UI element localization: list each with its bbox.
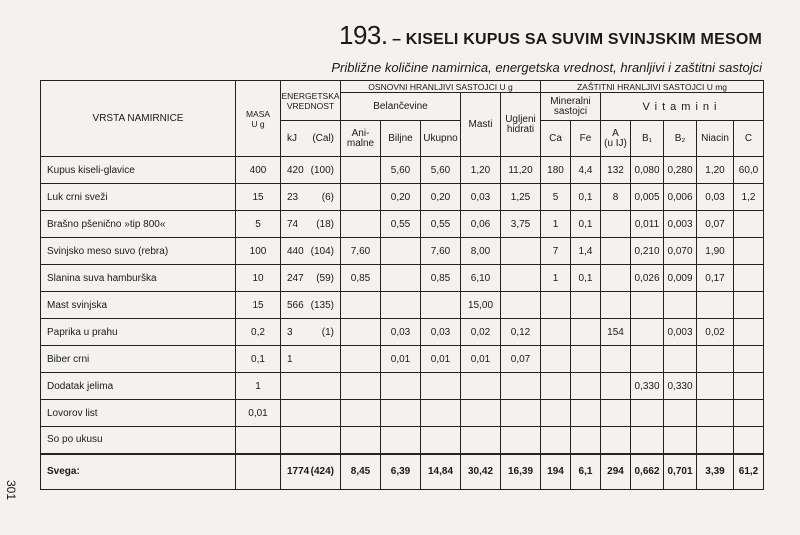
- total-row: [41, 454, 764, 490]
- cal-header: (Cal): [312, 132, 334, 144]
- cell-ani: [341, 157, 381, 184]
- cell-b2: 0,003: [664, 211, 697, 238]
- cell-nia: [697, 292, 734, 319]
- cell-energy: [281, 184, 341, 211]
- cell-name: Lovorov list: [41, 400, 236, 427]
- cell-name: Biber crni: [41, 346, 236, 373]
- osnovni-header: OSNOVNI HRANLJIVI SASTOJCI U g: [341, 81, 541, 93]
- cell-b2: [664, 427, 697, 454]
- cell-bilj: [381, 292, 421, 319]
- cell-uk: 0,03: [421, 319, 461, 346]
- cell-name: Dodatak jelima: [41, 373, 236, 400]
- cell-name: Mast svinjska: [41, 292, 236, 319]
- cell-ca: 5: [541, 184, 571, 211]
- cell-nia: 0,03: [697, 184, 734, 211]
- table-row: [41, 184, 764, 211]
- cell-a: 154: [601, 319, 631, 346]
- vit-c-header: C: [734, 121, 764, 157]
- cell-name: Paprika u prahu: [41, 319, 236, 346]
- cell-b2: 0,003: [664, 319, 697, 346]
- cell-energy: [281, 238, 341, 265]
- cell-c: [734, 211, 764, 238]
- cell-ca: [541, 319, 571, 346]
- cell-cal: (1): [321, 326, 334, 338]
- cell-ugh: [501, 400, 541, 427]
- cell-fe: [571, 427, 601, 454]
- cell-ugh: 16,39: [501, 454, 541, 490]
- cell-b2: 0,070: [664, 238, 697, 265]
- cell-c: [734, 292, 764, 319]
- cell-c: 61,2: [734, 454, 764, 490]
- cell-ani: 8,45: [341, 454, 381, 490]
- cell-c: [734, 346, 764, 373]
- cell-bilj: 0,20: [381, 184, 421, 211]
- cell-b1: 0,330: [631, 373, 664, 400]
- cell-bilj: [381, 427, 421, 454]
- table-row: [41, 346, 764, 373]
- cell-c: [734, 373, 764, 400]
- cell-energy: [281, 292, 341, 319]
- ukupno-header: Ukupno: [421, 121, 461, 157]
- cell-uk: 0,55: [421, 211, 461, 238]
- cell-b2: [664, 292, 697, 319]
- cell-masa: 0,01: [236, 400, 281, 427]
- cell-masa: 15: [236, 184, 281, 211]
- cell-masti: 1,20: [461, 157, 501, 184]
- cell-masa: 10: [236, 265, 281, 292]
- cell-ca: [541, 400, 571, 427]
- cell-ca: [541, 292, 571, 319]
- kj-cal-header: [281, 121, 341, 157]
- cell-ca: 1: [541, 265, 571, 292]
- kj-header: kJ: [287, 132, 297, 144]
- cell-a: [601, 427, 631, 454]
- ca-header: Ca: [541, 121, 571, 157]
- cell-name: Svinjsko meso suvo (rebra): [41, 238, 236, 265]
- cell-b1: 0,080: [631, 157, 664, 184]
- cell-fe: [571, 319, 601, 346]
- cell-masti: [461, 373, 501, 400]
- cell-nia: [697, 346, 734, 373]
- table-row: [41, 238, 764, 265]
- table-row: [41, 400, 764, 427]
- cell-masa: 5: [236, 211, 281, 238]
- cell-ani: [341, 319, 381, 346]
- cell-ani: [341, 346, 381, 373]
- table-row: [41, 373, 764, 400]
- belancevine-header: Belančevine: [341, 93, 461, 121]
- cell-masa: 400: [236, 157, 281, 184]
- cell-fe: [571, 373, 601, 400]
- cell-kj: 1: [287, 353, 293, 365]
- cell-name: Brašno pšenično »tip 800«: [41, 211, 236, 238]
- cell-energy: [281, 211, 341, 238]
- cell-fe: [571, 400, 601, 427]
- cell-a: [601, 211, 631, 238]
- table-row: [41, 211, 764, 238]
- cell-ca: 1: [541, 211, 571, 238]
- cell-uk: 0,01: [421, 346, 461, 373]
- cell-b2: [664, 400, 697, 427]
- cell-masa: [236, 427, 281, 454]
- cell-masti: 0,06: [461, 211, 501, 238]
- cell-fe: 0,1: [571, 211, 601, 238]
- cell-uk: 0,20: [421, 184, 461, 211]
- cell-masti: 0,02: [461, 319, 501, 346]
- cell-b1: [631, 427, 664, 454]
- cell-masa: 15: [236, 292, 281, 319]
- cell-fe: 4,4: [571, 157, 601, 184]
- vit-b2-header: B₂: [664, 121, 697, 157]
- cell-masa: 1: [236, 373, 281, 400]
- cell-ugh: 1,25: [501, 184, 541, 211]
- cell-name: Kupus kiseli-glavice: [41, 157, 236, 184]
- cell-b1: 0,005: [631, 184, 664, 211]
- fe-header: Fe: [571, 121, 601, 157]
- cell-ugh: [501, 238, 541, 265]
- cell-energy: [281, 157, 341, 184]
- cell-name: So po ukusu: [41, 427, 236, 454]
- vit-a-header: A (u IJ): [601, 121, 631, 157]
- cell-ca: [541, 427, 571, 454]
- cell-a: 132: [601, 157, 631, 184]
- cell-masti: [461, 427, 501, 454]
- cell-b1: 0,011: [631, 211, 664, 238]
- cell-uk: 0,85: [421, 265, 461, 292]
- animalne-header: Ani- malne: [341, 121, 381, 157]
- masti-header: Masti: [461, 93, 501, 157]
- cell-a: [601, 346, 631, 373]
- cell-masti: 0,03: [461, 184, 501, 211]
- cell-nia: 0,02: [697, 319, 734, 346]
- niacin-header: Niacin: [697, 121, 734, 157]
- cell-a: [601, 400, 631, 427]
- table-row: [41, 265, 764, 292]
- cell-a: [601, 238, 631, 265]
- cell-uk: [421, 292, 461, 319]
- cell-ugh: 0,07: [501, 346, 541, 373]
- cell-ugh: [501, 265, 541, 292]
- cell-masti: 30,42: [461, 454, 501, 490]
- cell-c: [734, 319, 764, 346]
- cell-bilj: [381, 373, 421, 400]
- cell-energy: [281, 400, 341, 427]
- cell-ani: [341, 184, 381, 211]
- cell-kj: 440: [287, 245, 304, 257]
- cell-energy: [281, 427, 341, 454]
- cell-energy: [281, 265, 341, 292]
- cell-masa: 100: [236, 238, 281, 265]
- cell-b1: 0,662: [631, 454, 664, 490]
- cell-a: [601, 373, 631, 400]
- cell-ani: 7,60: [341, 238, 381, 265]
- cell-kj: 247: [287, 272, 304, 284]
- table-row: [41, 292, 764, 319]
- cell-b1: [631, 400, 664, 427]
- cell-uk: 5,60: [421, 157, 461, 184]
- cell-nia: [697, 400, 734, 427]
- cell-bilj: [381, 265, 421, 292]
- cell-energy: [281, 346, 341, 373]
- recipe-subtitle: Približne količine namirnica, energetska vrednost, hranljivi i zaštitni sastojci: [331, 60, 762, 75]
- cell-nia: [697, 427, 734, 454]
- cell-nia: 3,39: [697, 454, 734, 490]
- cell-bilj: [381, 238, 421, 265]
- cell-a: 294: [601, 454, 631, 490]
- cell-ca: [541, 346, 571, 373]
- cell-ca: [541, 373, 571, 400]
- cell-energy: [281, 319, 341, 346]
- recipe-number: 193.: [339, 20, 388, 50]
- cell-fe: 1,4: [571, 238, 601, 265]
- cell-bilj: 0,55: [381, 211, 421, 238]
- cell-ani: [341, 427, 381, 454]
- cell-masti: 15,00: [461, 292, 501, 319]
- cell-masti: [461, 400, 501, 427]
- cell-cal: (18): [316, 218, 334, 230]
- cell-uk: 7,60: [421, 238, 461, 265]
- recipe-name: – KISELI KUPUS SA SUVIM SVINJSKIM MESOM: [392, 31, 762, 48]
- cell-cal: (104): [310, 245, 334, 257]
- cell-c: [734, 238, 764, 265]
- cell-cal: (100): [310, 164, 334, 176]
- cell-fe: [571, 292, 601, 319]
- nutrition-table: [40, 80, 764, 490]
- cell-fe: 6,1: [571, 454, 601, 490]
- cell-kj: 3: [287, 326, 293, 338]
- cell-ani: [341, 211, 381, 238]
- cell-bilj: 0,03: [381, 319, 421, 346]
- cell-ugh: [501, 292, 541, 319]
- vitamini-header: Vitamini: [601, 93, 764, 121]
- recipe-title: [339, 20, 762, 51]
- cell-fe: [571, 346, 601, 373]
- cell-b2: [664, 346, 697, 373]
- cell-kj: 23: [287, 191, 299, 203]
- cell-masa: 0,1: [236, 346, 281, 373]
- cell-b2: 0,006: [664, 184, 697, 211]
- cell-nia: 1,90: [697, 238, 734, 265]
- cell-masa: [236, 454, 281, 490]
- cell-cal: (6): [321, 191, 334, 203]
- cell-kj: 1774: [287, 466, 310, 477]
- cell-kj: 566: [287, 299, 304, 311]
- cell-b1: [631, 292, 664, 319]
- cell-fe: 0,1: [571, 184, 601, 211]
- cell-uk: [421, 400, 461, 427]
- cell-b1: [631, 346, 664, 373]
- cell-name: Luk crni sveži: [41, 184, 236, 211]
- cell-ugh: [501, 427, 541, 454]
- cell-a: [601, 292, 631, 319]
- cell-kj: 74: [287, 218, 299, 230]
- cell-ani: 0,85: [341, 265, 381, 292]
- cell-cal: (424): [310, 466, 334, 477]
- vit-b1-header: B₁: [631, 121, 664, 157]
- ugljeni-header: Ugljeni hidrati: [501, 93, 541, 157]
- cell-c: 60,0: [734, 157, 764, 184]
- cell-b1: [631, 319, 664, 346]
- cell-ugh: 11,20: [501, 157, 541, 184]
- cell-ani: [341, 373, 381, 400]
- cell-energy: [281, 454, 341, 490]
- cell-ani: [341, 292, 381, 319]
- cell-b1: 0,026: [631, 265, 664, 292]
- col-vrsta-header: VRSTA NAMIRNICE: [41, 81, 236, 157]
- cell-uk: [421, 373, 461, 400]
- cell-masa: 0,2: [236, 319, 281, 346]
- cell-c: [734, 427, 764, 454]
- cell-nia: 0,17: [697, 265, 734, 292]
- cell-ugh: 3,75: [501, 211, 541, 238]
- cell-kj: 420: [287, 164, 304, 176]
- cell-cal: (135): [310, 299, 334, 311]
- cell-a: 8: [601, 184, 631, 211]
- cell-c: 1,2: [734, 184, 764, 211]
- cell-ugh: 0,12: [501, 319, 541, 346]
- cell-b1: 0,210: [631, 238, 664, 265]
- cell-masti: 8,00: [461, 238, 501, 265]
- cell-ca: 194: [541, 454, 571, 490]
- table-row: [41, 157, 764, 184]
- cell-uk: 14,84: [421, 454, 461, 490]
- cell-energy: [281, 373, 341, 400]
- cell-bilj: [381, 400, 421, 427]
- col-masa-header: MASA U g: [236, 81, 281, 157]
- cell-b2: 0,330: [664, 373, 697, 400]
- cell-fe: 0,1: [571, 265, 601, 292]
- cell-masti: 0,01: [461, 346, 501, 373]
- cell-ca: 180: [541, 157, 571, 184]
- table-row: [41, 319, 764, 346]
- mineralni-header: Mineralni sastojci: [541, 93, 601, 121]
- biljne-header: Biljne: [381, 121, 421, 157]
- cell-bilj: 6,39: [381, 454, 421, 490]
- cell-c: [734, 400, 764, 427]
- cell-b2: 0,009: [664, 265, 697, 292]
- cell-nia: 1,20: [697, 157, 734, 184]
- col-energ-header: ENERGETSKA VREDNOST: [281, 81, 341, 121]
- cell-c: [734, 265, 764, 292]
- cell-name: Svega:: [41, 454, 236, 490]
- table-row: [41, 427, 764, 454]
- cell-nia: [697, 373, 734, 400]
- cell-cal: (59): [316, 272, 334, 284]
- cell-ugh: [501, 373, 541, 400]
- cell-ca: 7: [541, 238, 571, 265]
- cell-bilj: 0,01: [381, 346, 421, 373]
- cell-uk: [421, 427, 461, 454]
- cell-a: [601, 265, 631, 292]
- cell-bilj: 5,60: [381, 157, 421, 184]
- cell-name: Slanina suva hamburška: [41, 265, 236, 292]
- cell-nia: 0,07: [697, 211, 734, 238]
- cell-masti: 6,10: [461, 265, 501, 292]
- cell-b2: 0,701: [664, 454, 697, 490]
- page-number: 301: [4, 480, 18, 501]
- cell-ani: [341, 400, 381, 427]
- zastitni-header: ZAŠTITNI HRANLJIVI SASTOJCI U mg: [541, 81, 764, 93]
- cell-b2: 0,280: [664, 157, 697, 184]
